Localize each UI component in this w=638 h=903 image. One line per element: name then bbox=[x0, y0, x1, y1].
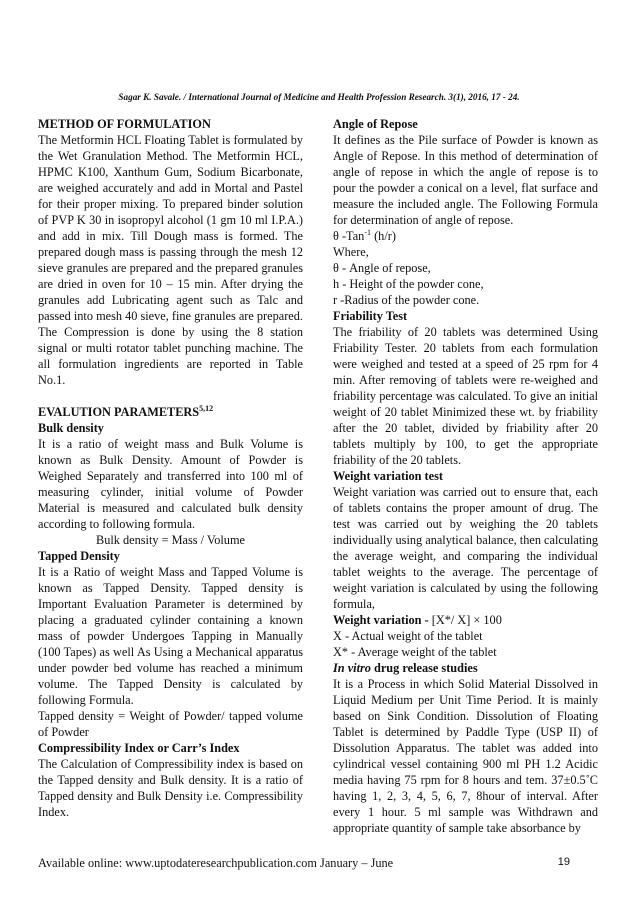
weight-variation-label: Weight variation - bbox=[333, 613, 432, 627]
method-paragraph: The Metformin HCL Floating Tablet is formulated by the Wet Granulation Method. The Metformin HCL, HPMC K100, Xanthum Gum, Sodium Bicarbonate, are weighed accurately and add in Mortal and Pastel for their proper mixing. To prepared binder solution of PVP K 30 in isopropyl alcohol (1 gm 10 ml I.P.A.) and add in mix. Till Dough mass is formed. The prepared dough mass is passing through the mesh 12 sieve granules are prepared and the prepared granules are dried in oven for 10 – 15 min. After drying the granules add Lubricating agent such as Talc and passed into mesh 40 sieve, fine granules are prepared. The Compression is done by using the 8 station signal or multi rotator tablet punching machine. The all formulation ingredients are reported in Table No.1. bbox=[38, 133, 303, 387]
bulk-density-heading: Bulk density bbox=[38, 421, 104, 435]
in-vitro-paragraph: It is a Process in which Solid Material Dissolved in Liquid Medium per Unit Time Period. It is mainly based on Sink Condition. Dissolution of Floating Tablet is determined by Paddle Type (USP II) of Dissolution Apparatus. The tablet was added into cylindrical vessel containing 900 ml PH 1.2 Acidic media having 75 rpm for 8 hours and tem. 37±0.5˚C having 1, 2, 3, 4, 5, 6, 7, 8hour of interval. After every 1 hour. 5 ml sample was Withdrawn and appropriate quantity of sample take absorbance by bbox=[333, 677, 598, 835]
weight-variation-heading: Weight variation test bbox=[333, 469, 443, 483]
in-vitro-italic: In vitro bbox=[333, 661, 371, 675]
footer-text: Available online: www.uptodateresearchpublication.com January – June bbox=[38, 856, 394, 870]
friability-heading: Friability Test bbox=[333, 309, 408, 323]
page-number: 19 bbox=[557, 856, 570, 868]
running-header: Sagar K. Savale. / International Journal of Medicine and Health Profession Research. 3(1), 2016, 17 - 24. bbox=[118, 92, 520, 102]
evaluation-reference: 5,12 bbox=[199, 404, 214, 413]
page-footer bbox=[38, 856, 570, 871]
average-weight-definition: X* - Average weight of the tablet bbox=[333, 645, 497, 659]
angle-of-repose-formula bbox=[333, 228, 598, 244]
friability-paragraph: The friability of 20 tablets was determined Using Friability Tester. 20 tablets from each formulation were weighed and tested at a speed of 25 rpm for 4 min. After removing of tablets were re-weighed and friability percentage was calculated. To give an initial weight of 20 tablet Minimized these wt. by friability after the 20 tablet, divided by friability after 20 tablets multiply by 100, to get the appropriate friability of the 20 tablets. bbox=[333, 325, 598, 467]
height-definition: h - Height of the powder cone, bbox=[333, 277, 484, 291]
in-vitro-heading bbox=[333, 660, 598, 676]
angle-of-repose-heading: Angle of Repose bbox=[333, 117, 418, 131]
weight-variation-expression: [X*/ X] × 100 bbox=[431, 613, 502, 627]
formula-main: θ -Tan bbox=[333, 229, 365, 243]
tapped-density-paragraph: It is a Ratio of weight Mass and Tapped Volume is known as Tapped Density. Tapped density is Important Evaluation Parameter is determined by placing a graduated cylinder containing a known mass of powder Undergoes Tapping in Manually (100 Tapes) as well As Using a Mechanical apparatus under powder bed volume has reached a minimum volume. The Tapped Density is calculated by following Formula. bbox=[38, 565, 303, 707]
weight-variation-paragraph: Weight variation was carried out to ensure that, each of tablets contains the proper amount of drug. The test was carried out by weighing the 20 tablets individually using analytical balance, then calculating the average weight, and comparing the individual tablet weights to the average. The percentage of weight variation is calculated by using the following formula, bbox=[333, 485, 598, 611]
tapped-density-formula: Tapped density = Weight of Powder/ tapped volume of Powder bbox=[38, 709, 303, 739]
bulk-density-formula: Bulk density = Mass / Volume bbox=[96, 533, 245, 547]
right-column bbox=[333, 116, 598, 836]
formula-rest: (h/r) bbox=[371, 229, 396, 243]
evaluation-heading-text: EVALUTION PARAMETERS bbox=[38, 405, 200, 419]
carr-index-paragraph: The Calculation of Compressibility index is based on the Tapped density and Bulk density. It is a ratio of Tapped density and Bulk Density i.e. Compressibility Index. bbox=[38, 757, 303, 819]
in-vitro-heading-rest: drug release studies bbox=[370, 661, 478, 675]
radius-definition: r -Radius of the powder cone. bbox=[333, 293, 480, 307]
where-label: Where, bbox=[333, 245, 369, 259]
carr-index-heading: Compressibility Index or Carr’s Index bbox=[38, 741, 240, 755]
tapped-density-heading: Tapped Density bbox=[38, 549, 120, 563]
left-column bbox=[38, 116, 303, 820]
theta-definition: θ - Angle of repose, bbox=[333, 261, 431, 275]
evaluation-heading bbox=[38, 404, 303, 420]
weight-variation-formula bbox=[333, 612, 598, 628]
method-heading: METHOD OF FORMULATION bbox=[38, 117, 211, 131]
angle-of-repose-paragraph: It defines as the Pile surface of Powder is known as Angle of Repose. In this method of determination of angle of repose in which the angle of repose is to pour the powder a conical on a level, flat surface and measure the included angle. The Following Formula for determination of angle of repose. bbox=[333, 133, 598, 227]
bulk-density-paragraph: It is a ratio of weight mass and Bulk Volume is known as Bulk Density. Amount of Powder is Weighed Separately and transferred into 100 ml of measuring cylinder, initial volume of Powder Material is measured and calculated bulk density according to following formula. bbox=[38, 437, 303, 531]
actual-weight-definition: X - Actual weight of the tablet bbox=[333, 629, 483, 643]
formula-exponent: -1 bbox=[364, 228, 371, 237]
